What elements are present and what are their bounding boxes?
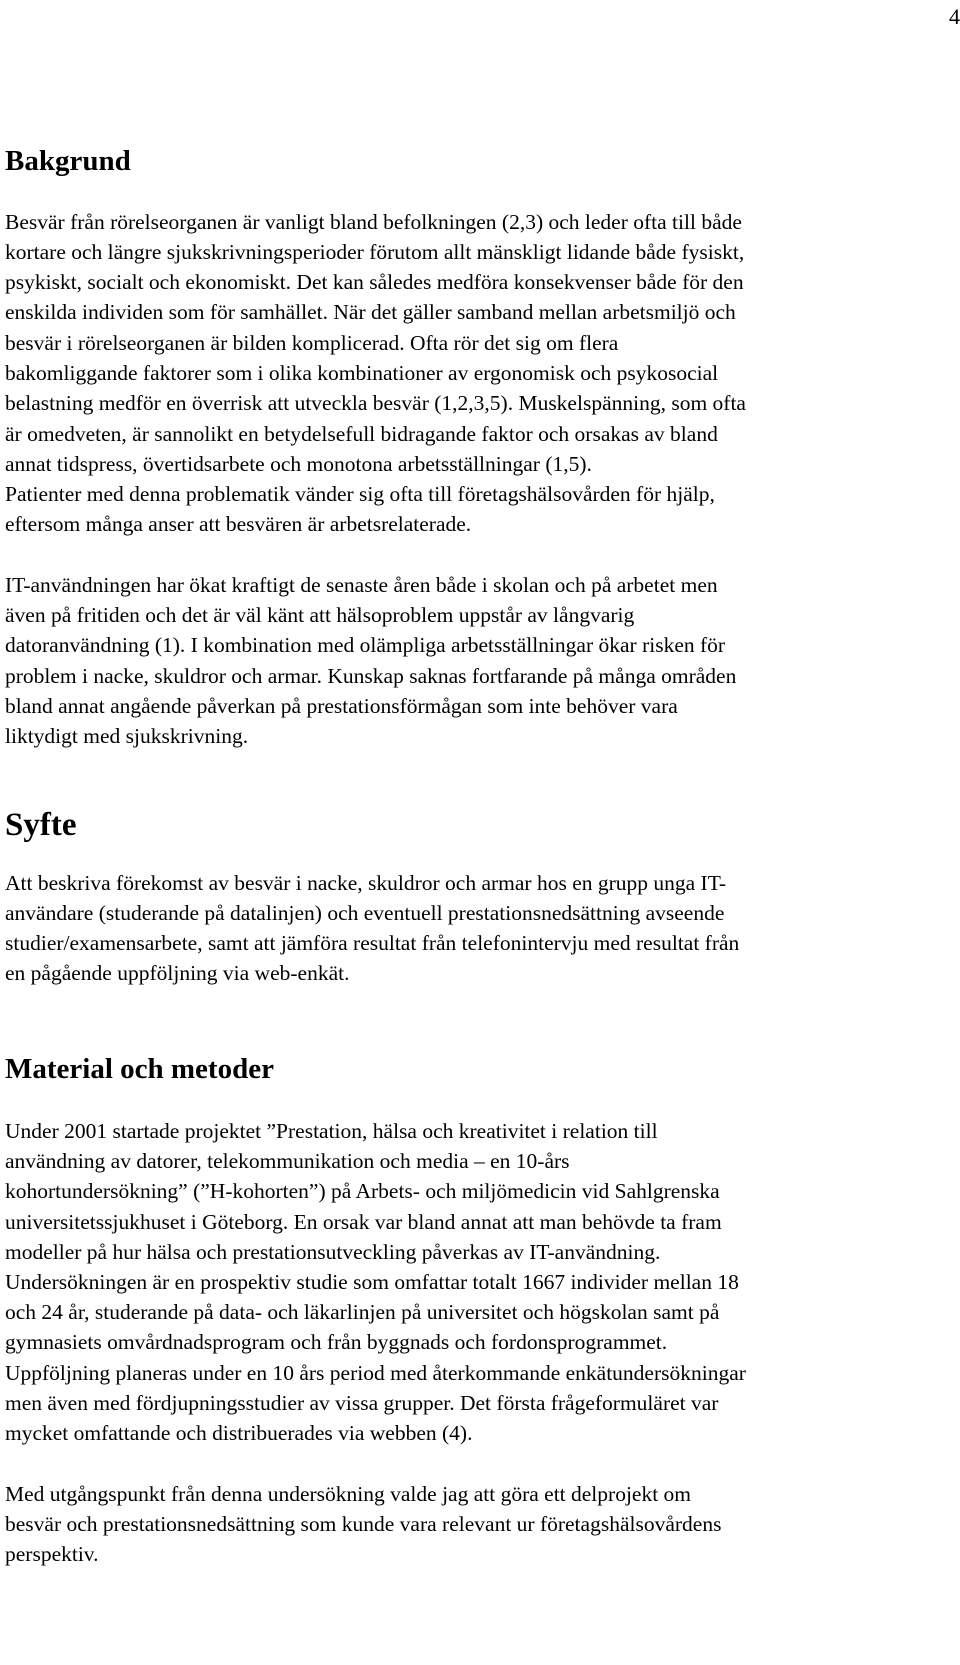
- text-line: är omedveten, är sannolikt en betydelsefull bidragande faktor och orsakas av bland: [5, 422, 718, 446]
- text-line: mycket omfattande och distribuerades via webben (4).: [5, 1421, 473, 1445]
- text-line: användare (studerande på datalinjen) och eventuell prestationsnedsättning avseende: [5, 901, 725, 925]
- text-line: Besvär från rörelseorganen är vanligt bland befolkningen (2,3) och leder ofta till både: [5, 210, 742, 234]
- text-line: och 24 år, studerande på data- och läkarlinjen på universitet och högskolan samt på: [5, 1300, 720, 1324]
- text-line: men även med fördjupningsstudier av vissa grupper. Det första frågeformuläret var: [5, 1391, 719, 1415]
- text-line: Uppföljning planeras under en 10 års period med återkommande enkätundersökningar: [5, 1361, 746, 1385]
- text-line: liktydigt med sjukskrivning.: [5, 724, 249, 748]
- text-line: universitetssjukhuset i Göteborg. En orsak var bland annat att man behövde ta fram: [5, 1210, 722, 1234]
- text-line: psykiskt, socialt och ekonomiskt. Det kan således medföra konsekvenser både för den: [5, 270, 744, 294]
- text-line: bakomliggande faktorer som i olika kombinationer av ergonomisk och psykosocial: [5, 361, 719, 385]
- text-line: bland annat angående påverkan på prestationsförmågan som inte behöver vara: [5, 694, 678, 718]
- section-heading: Syfte: [5, 807, 77, 843]
- text-line: perspektiv.: [5, 1542, 99, 1566]
- text-line: en pågående uppföljning via web-enkät.: [5, 961, 350, 985]
- text-line: datoranvändning (1). I kombination med olämpliga arbetsställningar ökar risken för: [5, 633, 726, 657]
- page-number: 4: [949, 4, 960, 29]
- text-line: även på fritiden och det är väl känt att hälsoproblem uppstår av långvarig: [5, 603, 635, 627]
- text-line: Att beskriva förekomst av besvär i nacke, skuldror och armar hos en grupp unga IT-: [5, 871, 727, 895]
- text-line: besvär i rörelseorganen är bilden komplicerad. Ofta rör det sig om flera: [5, 331, 619, 355]
- text-line: IT-användningen har ökat kraftigt de senaste åren både i skolan och på arbetet men: [5, 573, 718, 597]
- text-line: kortare och längre sjukskrivningsperioder förutom allt mänskligt lidande både fysiskt,: [5, 240, 745, 264]
- text-line: besvär och prestationsnedsättning som kunde vara relevant ur företagshälsovårdens: [5, 1512, 722, 1536]
- text-line: användning av datorer, telekommunikation och media – en 10-års: [5, 1149, 570, 1173]
- text-line: gymnasiets omvårdnadsprogram och från byggnads och fordonsprogrammet.: [5, 1330, 668, 1354]
- section-heading: Material och metoder: [5, 1053, 274, 1085]
- text-line: studier/examensarbete, samt att jämföra resultat från telefonintervju med resultat från: [5, 931, 740, 955]
- text-line: Undersökningen är en prospektiv studie som omfattar totalt 1667 individer mellan 18: [5, 1270, 739, 1294]
- text-line: problem i nacke, skuldror och armar. Kunskap saknas fortfarande på många områden: [5, 664, 737, 688]
- text-line: annat tidspress, övertidsarbete och monotona arbetsställningar (1,5).: [5, 452, 592, 476]
- text-line: Patienter med denna problematik vänder sig ofta till företagshälsovården för hjälp,: [5, 482, 715, 506]
- text-line: eftersom många anser att besvären är arbetsrelaterade.: [5, 512, 472, 536]
- section-heading: Bakgrund: [5, 145, 131, 177]
- text-line: Med utgångspunkt från denna undersökning valde jag att göra ett delprojekt om: [5, 1482, 692, 1506]
- text-line: Under 2001 startade projektet ”Prestation, hälsa och kreativitet i relation till: [5, 1119, 658, 1143]
- text-line: kohortundersökning” (”H-kohorten”) på Arbets- och miljömedicin vid Sahlgrenska: [5, 1179, 720, 1203]
- text-line: modeller på hur hälsa och prestationsutveckling påverkas av IT-användning.: [5, 1240, 661, 1264]
- text-line: belastning medför en överrisk att utveckla besvär (1,2,3,5). Muskelspänning, som ofta: [5, 391, 746, 415]
- text-line: enskilda individen som för samhället. När det gäller samband mellan arbetsmiljö och: [5, 300, 736, 324]
